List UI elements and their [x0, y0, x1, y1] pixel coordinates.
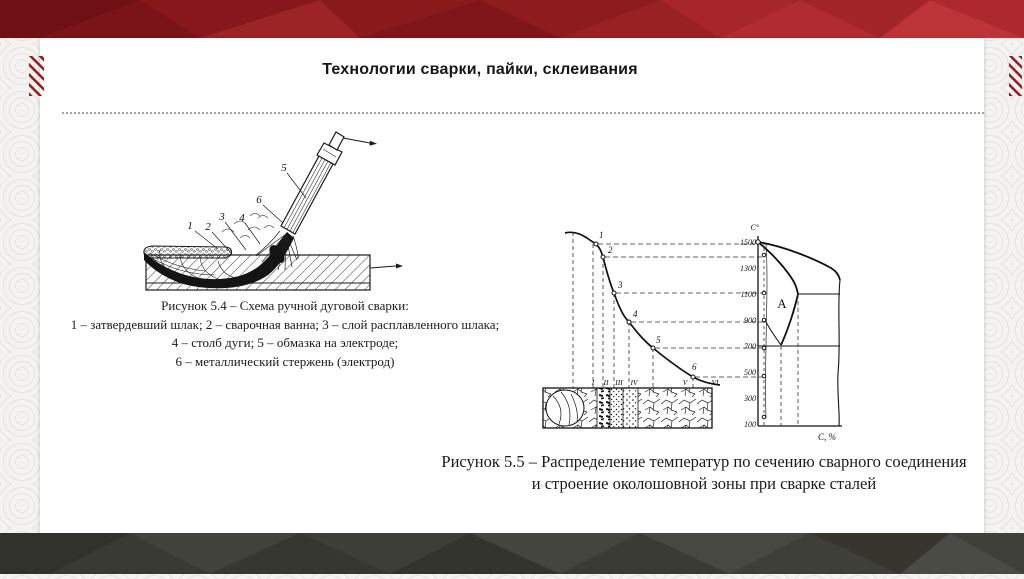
slag-crust — [144, 246, 232, 258]
plate-arrow — [396, 264, 403, 269]
phase-diagram — [756, 236, 842, 426]
tick-100: 100 — [744, 420, 756, 429]
welding-scheme-figure — [130, 128, 410, 298]
microstructure-strip — [543, 388, 712, 428]
tick-1500: 1500 — [740, 238, 756, 247]
zone-label-II: II — [603, 378, 609, 387]
curve-label-2: 2 — [608, 245, 613, 255]
temp-axis-labels — [740, 223, 760, 429]
zone-label-IV: IV — [630, 378, 638, 387]
figure-5-5-caption — [408, 451, 1000, 495]
figure-5-4-caption — [48, 297, 522, 371]
part-label-5: 5 — [281, 162, 287, 174]
tick-900: 900 — [744, 316, 756, 325]
caption-5-4-line1: Рисунок 5.4 – Схема ручной дуговой сварки: — [161, 298, 409, 313]
top-accent-bar — [0, 0, 1024, 38]
zone-label-V: V — [682, 378, 688, 387]
electrode — [281, 132, 377, 234]
caption-5-4-line3: 4 – столб дуги; 5 – обмазка на электроде; — [171, 335, 399, 350]
part-label-6: 6 — [256, 194, 262, 206]
page-title: Технологии сварки, пайки, склеивания — [322, 61, 638, 78]
right-stripes-decoration — [1009, 56, 1022, 96]
curve-label-6: 6 — [692, 362, 697, 372]
tick-1100: 1100 — [740, 290, 756, 299]
footer-facets — [0, 533, 1024, 574]
curve-label-3: 3 — [618, 280, 623, 290]
top-accent-facets — [0, 0, 1024, 38]
zone-label-III: III — [615, 378, 623, 387]
curve-label-5: 5 — [656, 335, 661, 345]
caption-5-5-line1: Рисунок 5.5 – Распределение температур по сечению сварного соединения — [441, 452, 967, 471]
temperature-figure — [535, 218, 865, 448]
dotted-separator — [62, 112, 984, 114]
zone-label-VI: VI — [711, 378, 719, 387]
curve-label-4: 4 — [633, 309, 638, 319]
tick-500: 500 — [744, 368, 756, 377]
caption-5-5-line2: и строение околошовной зоны при сварке сталей — [531, 474, 877, 493]
tick-300: 300 — [744, 394, 756, 403]
carbon-axis-label: C, % — [818, 432, 836, 442]
temperature-curve — [565, 232, 720, 385]
tick-700: 700 — [744, 342, 756, 351]
zone-label-I: I — [591, 378, 595, 387]
part-label-1: 1 — [187, 220, 193, 232]
curve-label-1: 1 — [599, 230, 604, 240]
tick-1300: 1300 — [740, 264, 756, 273]
caption-5-4-line4: 6 – металлический стержень (электрод) — [175, 353, 395, 369]
smoke-curls — [222, 214, 274, 239]
temp-axis-unit: C° — [750, 223, 759, 232]
electrode-arrow — [370, 141, 378, 146]
part-label-3: 3 — [219, 211, 225, 223]
footer-bar — [0, 533, 1024, 574]
part-label-4: 4 — [239, 212, 245, 224]
curve-points — [594, 242, 695, 379]
austenite-region-label: A — [777, 296, 787, 311]
part-label-2: 2 — [205, 221, 211, 233]
caption-5-4-line2: 1 – затвердевший шлак; 2 – сварочная ванна; 3 – слой расплавленного шлака; — [70, 316, 500, 332]
